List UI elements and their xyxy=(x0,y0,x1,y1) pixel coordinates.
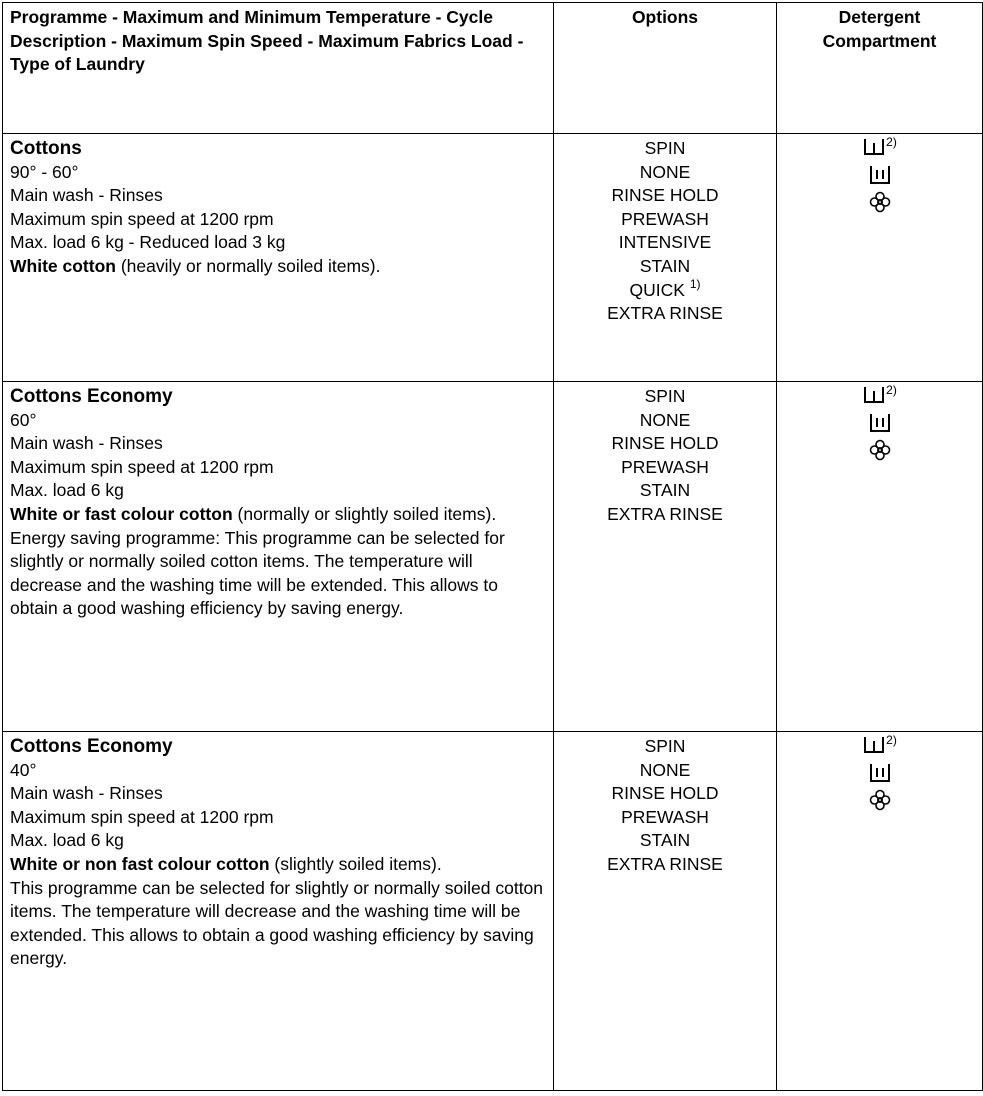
option-item: STAIN xyxy=(639,830,691,851)
detergent-compartments xyxy=(777,134,983,382)
option-item: NONE xyxy=(639,759,691,780)
programme-note: This programme can be selected for slightly or normally soiled cotton items. The temperature will decrease and the washing time will be extended. This allows to obtain a good washing efficiency by saving energy. xyxy=(10,877,544,969)
programme-options xyxy=(554,134,777,382)
header-detergent-compartment: Detergent Compartment xyxy=(777,3,983,134)
programme-name: Cottons xyxy=(10,138,82,159)
detergent-compartments xyxy=(777,382,983,732)
header-description: Programme - Maximum and Minimum Temperature - Cycle Description - Maximum Spin Speed - Maximum Fabrics Load - Type of Laundry xyxy=(3,3,554,134)
option-item: NONE xyxy=(639,409,691,430)
option-item: STAIN xyxy=(639,255,691,276)
laundry-detail: (slightly soiled items). xyxy=(269,853,442,874)
table-row xyxy=(3,732,983,1091)
fabric-softener-flower-icon xyxy=(869,191,891,213)
table-row xyxy=(3,382,983,732)
option-item: INTENSIVE xyxy=(618,232,712,253)
option-item: EXTRA RINSE xyxy=(607,503,723,524)
programme-options xyxy=(554,732,777,1091)
option-item: PREWASH xyxy=(621,806,709,827)
main-wash-compartment-icon xyxy=(868,164,892,186)
prewash-compartment-icon xyxy=(862,735,886,755)
option-item: PREWASH xyxy=(621,208,709,229)
option-item: STAIN xyxy=(639,480,691,501)
programme-load: Max. load 6 kg xyxy=(10,830,124,851)
main-wash-compartment-icon xyxy=(868,412,892,434)
laundry-type: White or fast colour cotton xyxy=(10,503,233,524)
option-item: RINSE HOLD xyxy=(611,185,719,206)
laundry-detail: (heavily or normally soiled items). xyxy=(115,255,381,276)
prewash-compartment-icon xyxy=(862,137,886,157)
programme-laundry xyxy=(10,255,546,279)
programme-cycle: Main wash - Rinses xyxy=(10,185,163,206)
programme-spin: Maximum spin speed at 1200 rpm xyxy=(10,208,274,229)
fabric-softener-flower-icon xyxy=(869,789,891,811)
programme-name: Cottons Economy xyxy=(10,386,173,407)
laundry-detail: (normally or slightly soiled items). xyxy=(232,503,497,524)
option-item: EXTRA RINSE xyxy=(607,303,723,324)
laundry-type: White or non fast colour cotton xyxy=(10,853,270,874)
footnote-marker: 2) xyxy=(886,135,897,150)
programme-temperature: 40° xyxy=(10,759,37,780)
prewash-compartment-icon xyxy=(862,385,886,405)
programme-options xyxy=(554,382,777,732)
option-item: SPIN xyxy=(644,138,686,158)
programme-description xyxy=(3,382,554,732)
option-item: RINSE HOLD xyxy=(611,783,719,804)
programme-temperature: 90° - 60° xyxy=(10,161,79,182)
table-row xyxy=(3,134,983,382)
fabric-softener-flower-icon xyxy=(869,439,891,461)
footnote-marker: 2) xyxy=(886,383,897,398)
programme-laundry xyxy=(10,503,546,527)
option-quick-label: QUICK xyxy=(629,279,685,300)
programme-description xyxy=(3,732,554,1091)
detergent-compartments xyxy=(777,732,983,1091)
programme-cycle: Main wash - Rinses xyxy=(10,783,163,804)
programme-description xyxy=(3,134,554,382)
option-item: EXTRA RINSE xyxy=(607,853,723,874)
laundry-type: White cotton xyxy=(10,255,116,276)
option-item: NONE xyxy=(639,161,691,182)
option-item: PREWASH xyxy=(621,456,709,477)
footnote-marker: 1) xyxy=(689,276,701,291)
programme-laundry xyxy=(10,853,546,877)
programme-note: Energy saving programme: This programme can be selected for slightly or normally soiled cotton items. The temperature will decrease and the washing time will be extended. This allows to obtain a good washing efficiency by saving energy. xyxy=(10,527,505,619)
option-item: SPIN xyxy=(644,386,686,406)
footnote-marker: 2) xyxy=(886,733,897,748)
header-options: Options xyxy=(554,3,777,134)
programme-load: Max. load 6 kg xyxy=(10,480,124,501)
programme-temperature: 60° xyxy=(10,409,37,430)
main-wash-compartment-icon xyxy=(868,762,892,784)
option-item-quick xyxy=(561,276,769,303)
programme-spin: Maximum spin speed at 1200 rpm xyxy=(10,456,274,477)
option-item: RINSE HOLD xyxy=(611,433,719,454)
programme-name: Cottons Economy xyxy=(10,736,173,757)
programme-cycle: Main wash - Rinses xyxy=(10,433,163,454)
table-header-row xyxy=(3,3,983,134)
programme-table xyxy=(2,2,983,1091)
programme-spin: Maximum spin speed at 1200 rpm xyxy=(10,806,274,827)
option-item: SPIN xyxy=(644,736,686,756)
programme-load: Max. load 6 kg - Reduced load 3 kg xyxy=(10,232,286,253)
